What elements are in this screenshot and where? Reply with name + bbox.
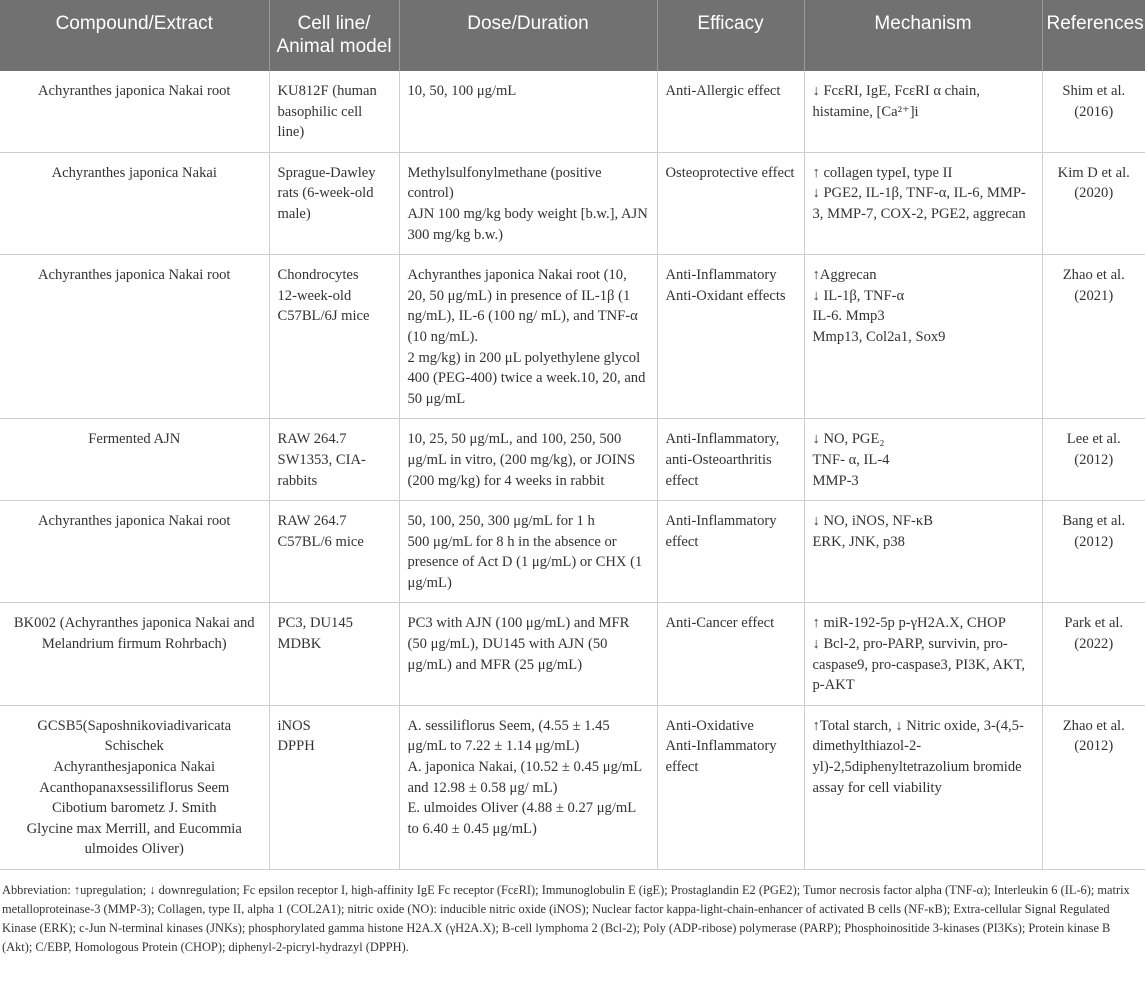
mechanism-cell	[804, 255, 1042, 419]
efficacy-cell	[657, 71, 804, 152]
reference-cell	[1042, 255, 1145, 419]
cell-text: Anti-Cancer effect	[665, 615, 775, 632]
header-efficacy: Efficacy	[657, 0, 804, 71]
dose-cell	[399, 255, 657, 419]
cell-text: C57BL/6 mice	[277, 533, 364, 550]
table-row	[0, 71, 1145, 152]
cell-text: Anti-Inflammatory effect	[665, 513, 777, 550]
compound-cell	[0, 419, 269, 501]
table-row	[0, 419, 1145, 501]
cell-text: ↑Total starch, ↓ Nitric oxide, 3-(4,5-dimethylthiazol-2-yl)-2,5diphenyltetrazolium bromide assay for cell viability	[812, 717, 1024, 796]
mechanism-cell	[804, 603, 1042, 705]
cell-text: RAW 264.7	[277, 513, 347, 530]
dose-cell	[399, 152, 657, 254]
dose-cell	[399, 603, 657, 705]
cell-text: ↓ NO, PGE₂	[812, 431, 885, 448]
cell-text: IL-6. Mmp3	[812, 308, 885, 325]
cell-text: Acanthopanaxsessiliflorus Seem	[39, 779, 230, 796]
efficacy-cell	[657, 501, 804, 603]
cell-text: 10, 50, 100 μg/mL	[407, 83, 517, 99]
cell-text: ↓ NO, iNOS, NF-κB	[812, 513, 933, 530]
cell-text: Chondrocytes	[277, 267, 359, 284]
cell-text: ↓ PGE2, IL-1β, TNF-α, IL-6, MMP-3, MMP-7, COX-2, PGE2, aggrecan	[812, 185, 1026, 222]
header-row	[0, 0, 1145, 71]
cell-text: Osteoprotective effect	[665, 164, 795, 181]
efficacy-cell	[657, 152, 804, 254]
cell-text: A. sessiliflorus Seem, (4.55 ± 1.45 μg/mL to 7.22 ± 1.14 μg/mL)	[407, 717, 610, 755]
cell-text: Anti-Allergic effect	[665, 83, 781, 99]
cell-text: E. ulmoides Oliver (4.88 ± 0.27 μg/mL to 6.40 ± 0.45 μg/mL)	[407, 800, 636, 837]
reference-cell	[1042, 71, 1145, 152]
model-cell	[269, 255, 399, 419]
cell-text: Bang et al. (2012)	[1062, 513, 1126, 550]
reference-cell	[1042, 152, 1145, 254]
cell-text: ERK, JNK, p38	[812, 533, 905, 550]
efficacy-cell	[657, 255, 804, 419]
table-row	[0, 501, 1145, 603]
reference-cell	[1042, 705, 1145, 869]
cell-text: Mmp13, Col2a1, Sox9	[812, 328, 946, 345]
cell-text: Shim et al. (2016)	[1062, 83, 1126, 120]
cell-text: Anti-Inflammatory, anti-Osteoarthritis effect	[665, 431, 780, 489]
cell-text: 500 μg/mL for 8 h in the absence or presence of Act D (1 μg/mL) or CHX (1 μg/mL)	[407, 533, 643, 591]
model-cell	[269, 705, 399, 869]
model-cell	[269, 152, 399, 254]
cell-text: ↓ IL-1β, TNF-α	[812, 287, 905, 304]
cell-text: Anti-Inflammatory	[665, 267, 777, 284]
cell-text: RAW 264.7	[277, 431, 347, 448]
compound-cell	[0, 603, 269, 705]
reference-cell	[1042, 603, 1145, 705]
cell-text: Anti-Oxidant effects	[665, 287, 786, 304]
cell-text: Glycine max Merrill, and Eucommia ulmoides Oliver)	[26, 820, 242, 858]
cell-text: KU812F (human basophilic cell line)	[277, 83, 377, 141]
table-row	[0, 255, 1145, 419]
cell-text: 10, 25, 50 μg/mL, and 100, 250, 500 μg/mL in vitro, (200 mg/kg), or JOINS (200 mg/kg) for 4 weeks in rabbit	[407, 431, 636, 489]
header-dose: Dose/Duration	[399, 0, 657, 71]
cell-text: Achyranthes japonica Nakai root (10, 20, 50 μg/mL) in presence of IL-1β (1 ng/mL), IL-6 (100 ng/ mL), and TNF-α (10 ng/mL).	[407, 267, 638, 345]
cell-text: Achyranthes japonica Nakai root	[38, 83, 231, 99]
model-cell	[269, 419, 399, 501]
model-cell	[269, 71, 399, 152]
cell-text: GCSB5(Saposhnikoviadivaricata Schischek	[37, 717, 232, 755]
cell-text: TNF- α, IL-4	[812, 451, 890, 468]
header-references: References	[1042, 0, 1145, 71]
compound-cell	[0, 255, 269, 419]
cell-text: ↑ collagen typeI, type II	[812, 164, 953, 181]
efficacy-cell	[657, 419, 804, 501]
cell-text: 12-week-old C57BL/6J mice	[277, 287, 370, 325]
mechanism-cell	[804, 705, 1042, 869]
cell-text: Achyranthes japonica Nakai root	[38, 513, 231, 530]
mechanism-cell	[804, 71, 1042, 152]
dose-cell	[399, 705, 657, 869]
cell-text: Zhao et al. (2012)	[1062, 717, 1125, 755]
dose-cell	[399, 419, 657, 501]
cell-text: PC3, DU145	[277, 615, 353, 632]
cell-text: BK002 (Achyranthes japonica Nakai and Melandrium firmum Rohrbach)	[13, 615, 255, 653]
cell-text: SW1353, CIA-rabbits	[277, 451, 366, 489]
cell-text: ↑ miR-192-5p p-γH2A.X, CHOP	[812, 615, 1006, 632]
cell-text: Anti-Oxidative	[665, 717, 754, 734]
cell-text: Fermented AJN	[88, 431, 181, 448]
cell-text: Achyranthesjaponica Nakai	[53, 759, 216, 776]
cell-text: DPPH	[277, 738, 315, 755]
mechanism-cell	[804, 152, 1042, 254]
cell-text: Cibotium barometz J. Smith	[51, 800, 217, 817]
table-row	[0, 705, 1145, 869]
cell-text: Achyranthes japonica Nakai	[51, 164, 217, 181]
compound-cell	[0, 501, 269, 603]
mechanism-cell	[804, 501, 1042, 603]
abbreviation-footnote: Abbreviation: ↑upregulation; ↓ downregulation; Fc epsilon receptor I, high-affinity IgE Fc receptor (FcεRI); Immunoglobulin E (igE); Prostaglandin E2 (PGE2); Tumor necrosis factor alpha (TNF-α); Interleukin 6 (IL-6); matrix metalloproteinase-3 (MMP-3); Collagen, type II, alpha 1 (COL2A1); nitric oxide (NO): inducible nitric oxide (iNOS); Nuclear factor kappa-light-chain-enhancer of activated B cells (NF-κB); Extra-cellular Signal Regulated Kinase (ERK); c-Jun N-terminal kinases (JNKs); phosphorylated gamma histone H2A.X (γH2A.X); B-cell lymphoma 2 (Bcl-2); Poly (ADP-ribose) polymerase (PARP); Phosphoinositide 3-kinases (PI3Ks); Protein kinase B (Akt); C/EBP, Homologous Protein (CHOP); diphenyl-2-picryl-hydrazyl (DPPH).	[2, 883, 1130, 954]
cell-text: Park et al. (2022)	[1064, 615, 1124, 653]
cell-text: Achyranthes japonica Nakai root	[38, 267, 231, 284]
cell-text: ↑Aggrecan	[812, 267, 877, 284]
mechanism-cell	[804, 419, 1042, 501]
cell-text: ↓ FcεRI, IgE, FcεRI α chain, histamine, [Ca²⁺]i	[812, 83, 980, 120]
dose-cell	[399, 501, 657, 603]
model-cell	[269, 603, 399, 705]
cell-text: Lee et al. (2012)	[1066, 431, 1121, 468]
cell-text: MDBK	[277, 636, 322, 653]
compound-cell	[0, 152, 269, 254]
cell-text: ↓ Bcl-2, pro-PARP, survivin, pro-caspase9, pro-caspase3, PI3K, AKT, p-AKT	[812, 636, 1025, 694]
reference-cell	[1042, 419, 1145, 501]
reference-cell	[1042, 501, 1145, 603]
efficacy-cell	[657, 705, 804, 869]
cell-text: PC3 with AJN (100 μg/mL) and MFR (50 μg/mL), DU145 with AJN (50 μg/mL) and MFR (25 μg/mL)	[407, 615, 630, 673]
dose-cell	[399, 71, 657, 152]
cell-text: iNOS	[277, 717, 311, 734]
cell-text: MMP-3	[812, 472, 859, 489]
cell-text: Sprague-Dawley rats (6-week-old male)	[277, 164, 376, 222]
cell-text: 2 mg/kg) in 200 μL polyethylene glycol 400 (PEG-400) twice a week.10, 20, and 50 μg/mL	[407, 349, 646, 407]
table-row	[0, 603, 1145, 705]
header-mechanism: Mechanism	[804, 0, 1042, 71]
cell-text: Methylsulfonylmethane (positive control)	[407, 164, 602, 202]
cell-text: Anti-Inflammatory effect	[665, 738, 777, 776]
model-cell	[269, 501, 399, 603]
table-row	[0, 152, 1145, 254]
cell-text: 50, 100, 250, 300 μg/mL for 1 h	[407, 513, 595, 530]
cell-text: Zhao et al. (2021)	[1062, 267, 1125, 304]
compound-cell	[0, 71, 269, 152]
cell-text: A. japonica Nakai, (10.52 ± 0.45 μg/mL and 12.98 ± 0.58 μg/ mL)	[407, 759, 642, 796]
table-body	[0, 71, 1145, 870]
cell-text: AJN 100 mg/kg body weight [b.w.], AJN 300 mg/kg b.w.)	[407, 205, 648, 243]
compound-cell	[0, 705, 269, 869]
header-compound: Compound/Extract	[0, 0, 269, 71]
cell-text: Kim D et al. (2020)	[1057, 164, 1130, 202]
header-model: Cell line/ Animal model	[269, 0, 399, 71]
efficacy-cell	[657, 603, 804, 705]
